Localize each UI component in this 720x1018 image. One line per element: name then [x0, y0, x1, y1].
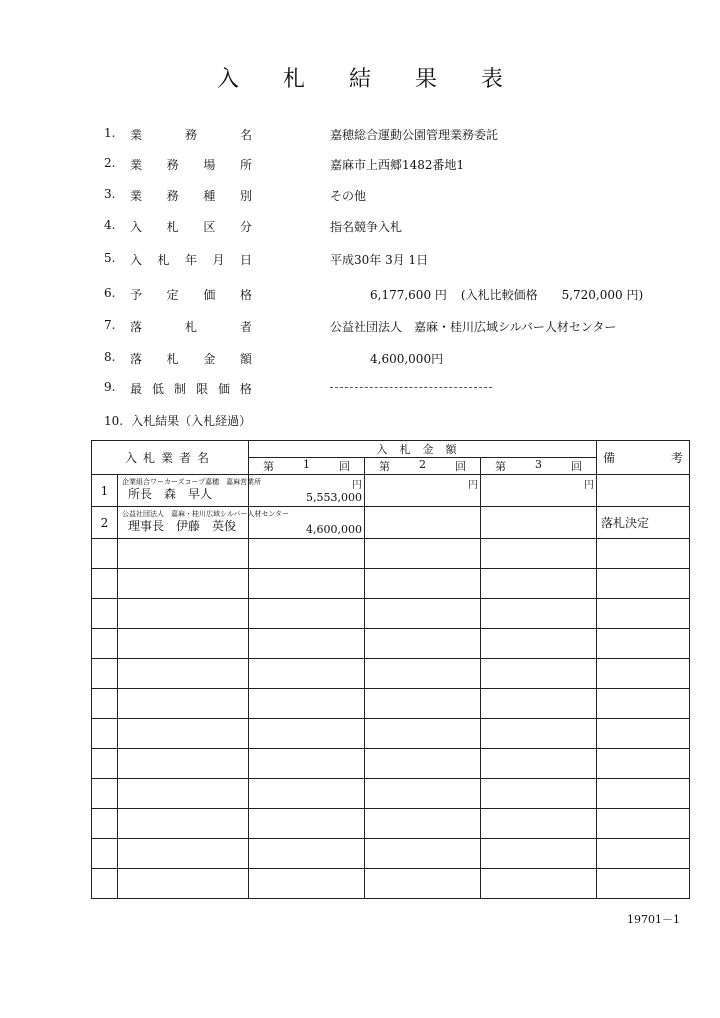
header-bid-amount: 入札金額 — [249, 441, 597, 458]
field-label-char: 入 — [130, 220, 143, 234]
results-heading — [104, 412, 251, 429]
bid-amount-round-1 — [249, 475, 365, 507]
row-number: 2 — [92, 507, 118, 539]
field-label-char: 月 — [212, 253, 225, 267]
remarks-cell — [597, 809, 690, 839]
row-number — [92, 749, 118, 779]
field-value-text: 4,600,000円 — [370, 352, 444, 366]
vendor-cell — [118, 629, 249, 659]
bid-amount-round-2 — [365, 629, 481, 659]
field-label-char: 低 — [151, 382, 164, 396]
bid-results-table — [91, 440, 690, 899]
row-number — [92, 569, 118, 599]
bid-amount-value: 5,553,000 — [306, 491, 363, 504]
field-label-char: 務 — [166, 189, 179, 203]
table-row — [92, 809, 690, 839]
document-code: 19701－1 — [627, 913, 680, 926]
field-label-char: 価 — [217, 382, 230, 396]
field-label-char: 予 — [130, 288, 143, 302]
bid-amount-round-1 — [249, 869, 365, 899]
field-label-char: 格 — [239, 288, 252, 302]
bid-amount-round-3 — [481, 659, 597, 689]
bid-amount-round-1 — [249, 779, 365, 809]
bid-amount-round-3 — [481, 599, 597, 629]
field-label-char: 定 — [166, 288, 179, 302]
remarks-cell — [597, 869, 690, 899]
bid-amount-round-3 — [481, 569, 597, 599]
field-value — [370, 286, 643, 303]
row-number — [92, 659, 118, 689]
remarks-cell — [597, 689, 690, 719]
row-number — [92, 719, 118, 749]
field-number: 9. — [104, 380, 116, 394]
row-number — [92, 689, 118, 719]
bid-amount-round-2 — [365, 659, 481, 689]
field-label — [130, 380, 252, 397]
field-label-char: 額 — [239, 352, 252, 366]
remarks-cell — [597, 475, 690, 507]
vendor-representative: 所長 森 早人 — [128, 487, 213, 501]
field-label-char: 年 — [184, 253, 197, 267]
bid-amount-round-1 — [249, 507, 365, 539]
vendor-cell — [118, 779, 249, 809]
field-label-char: 務 — [166, 158, 179, 172]
round-label-part: 第 — [495, 460, 507, 473]
vendor-cell — [118, 869, 249, 899]
field-row — [0, 126, 720, 146]
bid-amount-round-3 — [481, 507, 597, 539]
field-value-text: 嘉穂総合運動公園管理業務委託 — [330, 128, 499, 142]
field-label-char: 名 — [239, 128, 252, 142]
field-label-char: 者 — [239, 320, 252, 334]
bid-amount-round-3 — [481, 779, 597, 809]
table-row — [92, 659, 690, 689]
row-number — [92, 599, 118, 629]
field-value — [330, 126, 498, 143]
bid-amount-round-1 — [249, 809, 365, 839]
vendor-cell — [118, 507, 290, 539]
bid-amount-round-2 — [365, 689, 481, 719]
vendor-cell — [118, 749, 249, 779]
bid-amount-round-1 — [249, 629, 365, 659]
yen-unit: 円 — [352, 480, 363, 491]
row-number — [92, 809, 118, 839]
field-value — [330, 156, 464, 173]
field-label-char: 落 — [130, 320, 143, 334]
header-round-1 — [249, 458, 365, 475]
bid-amount-round-1 — [249, 539, 365, 569]
remarks-cell — [597, 719, 690, 749]
remarks-cell — [597, 599, 690, 629]
bid-amount-round-3 — [481, 719, 597, 749]
field-value-text: 公益社団法人 嘉麻・桂川広域シルバー人材センター — [330, 320, 617, 334]
vendor-cell — [118, 659, 249, 689]
row-number: 1 — [92, 475, 118, 507]
field-value — [330, 187, 366, 204]
table-row — [92, 869, 690, 899]
vendor-organization: 企業組合ワーカーズコープ嘉穂 嘉麻営業所 — [122, 478, 262, 486]
field-label-char: 価 — [203, 288, 216, 302]
vendor-organization: 公益社団法人 嘉麻・桂川広域シルバー人材センター — [122, 510, 290, 518]
bid-amount-round-1 — [249, 569, 365, 599]
bid-amount-round-2 — [365, 869, 481, 899]
table-row — [92, 749, 690, 779]
round-label-part: 第 — [263, 460, 275, 473]
field-label-char: 業 — [130, 128, 143, 142]
yen-unit: 円 — [468, 480, 479, 491]
field-value-text: 嘉麻市上西郷1482番地1 — [330, 158, 465, 172]
table-row — [92, 507, 690, 539]
table-row — [92, 599, 690, 629]
yen-unit: 円 — [584, 480, 595, 491]
bid-amount-round-2 — [365, 507, 481, 539]
field-label — [130, 318, 252, 335]
page-title: 入札結果表 — [216, 67, 547, 92]
vendor-cell — [118, 809, 249, 839]
bid-amount-round-2 — [365, 599, 481, 629]
field-value-text: 指名競争入札 — [330, 220, 403, 234]
field-label-char: 分 — [239, 220, 252, 234]
vendor-cell — [118, 475, 262, 507]
table-row — [92, 839, 690, 869]
field-number: 8. — [104, 350, 116, 364]
remarks-cell — [597, 569, 690, 599]
bid-amount-round-2 — [365, 719, 481, 749]
bid-amount-round-2 — [365, 749, 481, 779]
field-row — [0, 380, 720, 400]
field-value-text: 平成30年 3月 1日 — [330, 253, 429, 267]
field-label-char: 別 — [239, 189, 252, 203]
results-heading-text: 入札結果（入札経過） — [131, 414, 252, 428]
bid-amount-round-3 — [481, 839, 597, 869]
bid-amount-round-2 — [365, 539, 481, 569]
field-number: 4. — [104, 218, 116, 232]
field-row — [0, 156, 720, 176]
field-label-char: 札 — [157, 253, 170, 267]
vendor-cell — [118, 839, 249, 869]
field-label — [130, 286, 252, 303]
round-label-part: 1 — [303, 458, 311, 471]
field-number: 6. — [104, 286, 116, 300]
vendor-cell — [118, 689, 249, 719]
field-value — [370, 350, 443, 367]
round-label-part: 回 — [571, 460, 583, 473]
table-row — [92, 475, 690, 507]
table-row — [92, 539, 690, 569]
header-remarks-char-1: 備 — [603, 451, 616, 465]
round-label-part: 2 — [419, 458, 427, 471]
field-label-char: 札 — [166, 220, 179, 234]
row-number — [92, 869, 118, 899]
field-label-char: 業 — [130, 158, 143, 172]
field-label — [130, 126, 252, 143]
field-label-char: 金 — [203, 352, 216, 366]
field-row — [0, 286, 720, 306]
remarks-cell — [597, 629, 690, 659]
field-row — [0, 318, 720, 338]
remarks-cell — [597, 659, 690, 689]
bid-amount-round-1 — [249, 659, 365, 689]
field-row — [0, 251, 720, 271]
table-row — [92, 629, 690, 659]
vendor-cell — [118, 539, 249, 569]
field-label-char: 種 — [203, 189, 216, 203]
field-label — [130, 350, 252, 367]
round-label-part: 3 — [535, 458, 543, 471]
field-row — [0, 218, 720, 238]
field-label-char: 制 — [173, 382, 186, 396]
remarks-cell — [597, 779, 690, 809]
header-round-2 — [365, 458, 481, 475]
row-number — [92, 629, 118, 659]
bid-amount-round-1 — [249, 719, 365, 749]
header-remarks — [597, 441, 690, 475]
blank-value-line — [330, 387, 492, 388]
header-vendor-name: 入札業者名 — [92, 441, 249, 475]
field-label-char: 格 — [239, 382, 252, 396]
remarks-cell — [597, 839, 690, 869]
vendor-cell — [118, 599, 249, 629]
bid-amount-round-1 — [249, 749, 365, 779]
field-label — [130, 251, 252, 268]
bid-amount-round-3 — [481, 629, 597, 659]
field-number: 3. — [104, 187, 116, 201]
remarks-cell — [597, 539, 690, 569]
round-label-part: 回 — [455, 460, 467, 473]
bid-amount-round-3 — [481, 809, 597, 839]
field-value-text: 6,177,600 円 — [370, 288, 447, 302]
field-label-char: 札 — [184, 320, 197, 334]
bid-amount-round-3 — [481, 689, 597, 719]
comparison-price-note: (入札比較価格 5,720,000 円) — [460, 288, 644, 302]
field-number: 7. — [104, 318, 116, 332]
round-label-part: 第 — [379, 460, 391, 473]
results-heading-number: 10. — [104, 414, 124, 428]
bid-amount-round-3 — [481, 475, 597, 507]
field-row — [0, 350, 720, 370]
header-round-3 — [481, 458, 597, 475]
field-label-char: 場 — [203, 158, 216, 172]
vendor-cell — [118, 719, 249, 749]
field-label-char: 区 — [203, 220, 216, 234]
bid-amount-round-1 — [249, 839, 365, 869]
row-number — [92, 839, 118, 869]
bid-amount-round-3 — [481, 749, 597, 779]
field-label — [130, 156, 252, 173]
table-row — [92, 689, 690, 719]
field-label-char: 最 — [130, 382, 143, 396]
row-number — [92, 779, 118, 809]
bid-amount-value: 4,600,000 — [306, 523, 363, 536]
field-label-char: 限 — [195, 382, 208, 396]
table-row — [92, 779, 690, 809]
remarks-cell — [597, 749, 690, 779]
field-number: 5. — [104, 251, 116, 265]
field-label — [130, 218, 252, 235]
table-row — [92, 719, 690, 749]
field-label-char: 入 — [130, 253, 143, 267]
field-label — [130, 187, 252, 204]
field-value — [330, 251, 428, 268]
remarks-cell: 落札決定 — [597, 507, 690, 539]
field-label-char: 業 — [130, 189, 143, 203]
bid-amount-round-1 — [249, 689, 365, 719]
vendor-cell — [118, 569, 249, 599]
field-row — [0, 187, 720, 207]
round-label-part: 回 — [339, 460, 351, 473]
field-value-text: その他 — [330, 189, 367, 203]
bid-amount-round-1 — [249, 599, 365, 629]
field-label-char: 日 — [239, 253, 252, 267]
bid-amount-round-2 — [365, 839, 481, 869]
table-row — [92, 569, 690, 599]
field-label-char: 務 — [184, 128, 197, 142]
bid-amount-round-2 — [365, 569, 481, 599]
bid-amount-round-2 — [365, 475, 481, 507]
field-value — [330, 318, 616, 335]
field-number: 2. — [104, 156, 116, 170]
field-number: 1. — [104, 126, 116, 140]
field-value — [330, 218, 402, 235]
vendor-representative: 理事長 伊藤 英俊 — [128, 519, 237, 533]
bid-amount-round-2 — [365, 809, 481, 839]
bid-amount-round-3 — [481, 539, 597, 569]
field-label-char: 札 — [166, 352, 179, 366]
field-label-char: 所 — [239, 158, 252, 172]
bid-amount-round-2 — [365, 779, 481, 809]
field-label-char: 落 — [130, 352, 143, 366]
row-number — [92, 539, 118, 569]
header-remarks-char-2: 考 — [671, 451, 684, 465]
bid-amount-round-3 — [481, 869, 597, 899]
